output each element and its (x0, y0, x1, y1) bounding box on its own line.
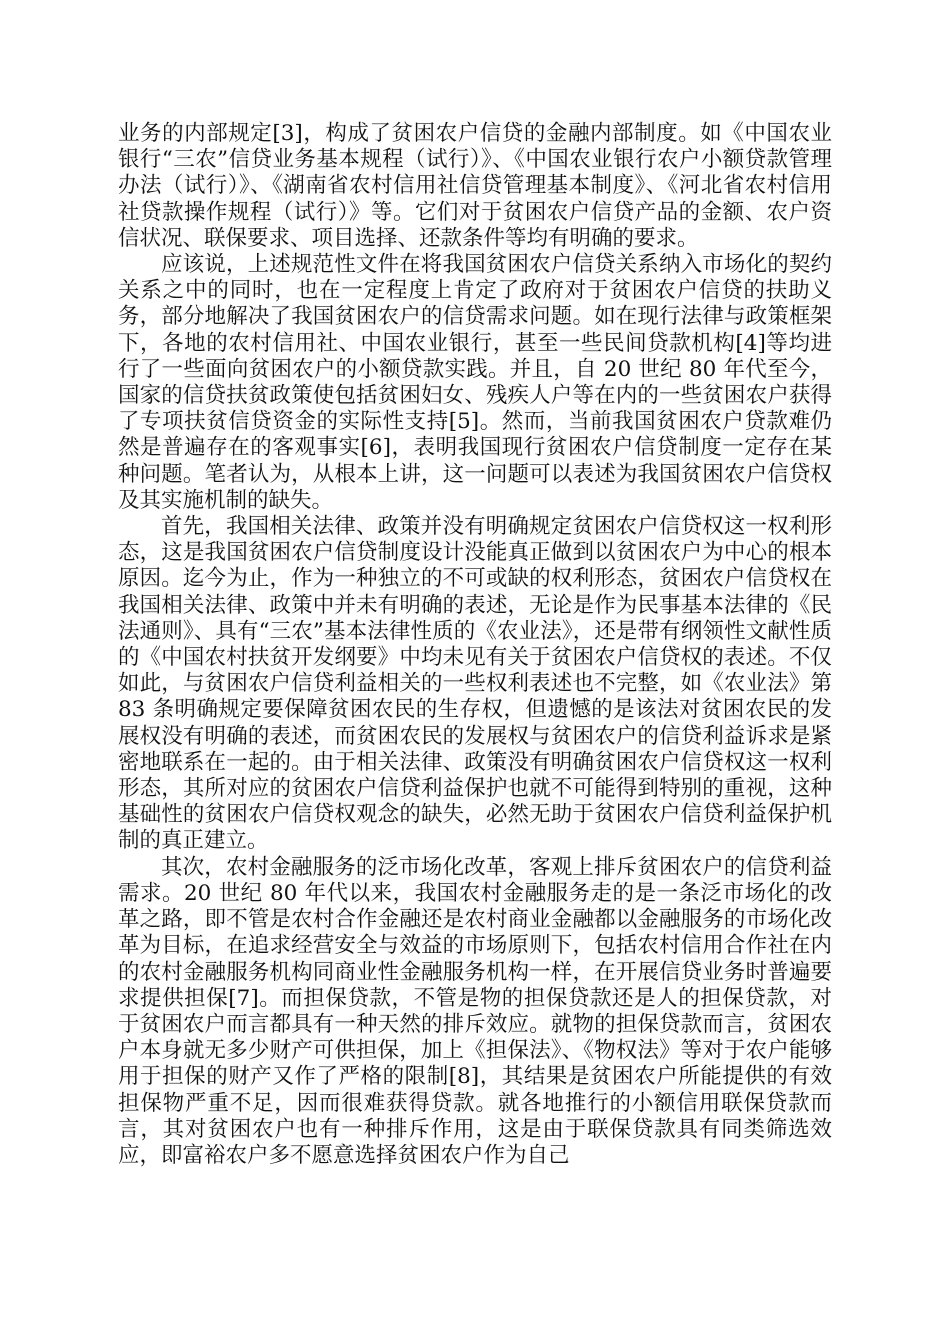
paragraph-4: 其次，农村金融服务的泛市场化改革，客观上排斥贫困农户的信贷利益需求。20 世纪 80 年代以来，我国农村金融服务走的是一条泛市场化的改革之路，即不管是农村合作金融还是农村商业金融都以金融服务的市场化改革为目标，在追求经营安全与效益的市场原则下，包括农村信用合作社在内的农村金融服务机构同商业性金融服务机构一样，在开展信贷业务时普遍要求提供担保[7]。而担保贷款，不管是物的担保贷款还是人的担保贷款，对于贫困农户而言都具有一种天然的排斥效应。就物的担保贷款而言，贫困农户本身就无多少财产可供担保，加上《担保法》、《物权法》等对于农户能够用于担保的财产又作了严格的限制[8]，其结果是贫困农户所能提供的有效担保物严重不足，因而很难获得贷款。就各地推行的小额信用联保贷款而言，其对贫困农户也有一种排斥作用，这是由于联保贷款具有同类筛选效应，即富裕农户多不愿意选择贫困农户作为自己 (118, 854, 832, 1168)
paragraph-2: 应该说，上述规范性文件在将我国贫困农户信贷关系纳入市场化的契约关系之中的同时，也在一定程度上肯定了政府对于贫困农户信贷的扶助义务，部分地解决了我国贫困农户的信贷需求问题。如在现行法律与政策框架下，各地的农村信用社、中国农业银行，甚至一些民间贷款机构[4]等均进行了一些面向贫困农户的小额贷款实践。并且，自 20 世纪 80 年代至今，国家的信贷扶贫政策使包括贫困妇女、残疾人户等在内的一些贫困农户获得了专项扶贫信贷资金的实际性支持[5]。然而，当前我国贫困农户贷款难仍然是普遍存在的客观事实[6]，表明我国现行贫困农户信贷制度一定存在某种问题。笔者认为，从根本上讲，这一问题可以表述为我国贫困农户信贷权及其实施机制的缺失。 (118, 252, 832, 513)
paragraph-3: 首先，我国相关法律、政策并没有明确规定贫困农户信贷权这一权利形态，这是我国贫困农户信贷制度设计没能真正做到以贫困农户为中心的根本原因。迄今为止，作为一种独立的不可或缺的权利形态，贫困农户信贷权在我国相关法律、政策中并未有明确的表述，无论是作为民事基本法律的《民法通则》、具有“三农”基本法律性质的《农业法》，还是带有纲领性文献性质的《中国农村扶贫开发纲要》中均未见有关于贫困农户信贷权的表述。不仅如此，与贫困农户信贷利益相关的一些权利表述也不完整，如《农业法》第 83 条明确规定要保障贫困农民的生存权，但遗憾的是该法对贫困农民的发展权没有明确的表述，而贫困农民的发展权与贫困农户的信贷利益诉求是紧密地联系在一起的。由于相关法律、政策没有明确贫困农户信贷权这一权利形态，其所对应的贫困农户信贷利益保护也就不可能得到特别的重视，这种基础性的贫困农户信贷权观念的缺失，必然无助于贫困农户信贷利益保护机制的真正建立。 (118, 514, 832, 854)
paragraph-1: 业务的内部规定[3]，构成了贫困农户信贷的金融内部制度。如《中国农业银行“三农”信贷业务基本规程（试行）》、《中国农业银行农户小额贷款管理办法（试行）》、《湖南省农村信用社信贷管理基本制度》、《河北省农村信用社贷款操作规程（试行）》等。它们对于贫困农户信贷产品的金额、农户资信状况、联保要求、项目选择、还款条件等均有明确的要求。 (118, 121, 832, 251)
document-body (118, 121, 832, 1169)
